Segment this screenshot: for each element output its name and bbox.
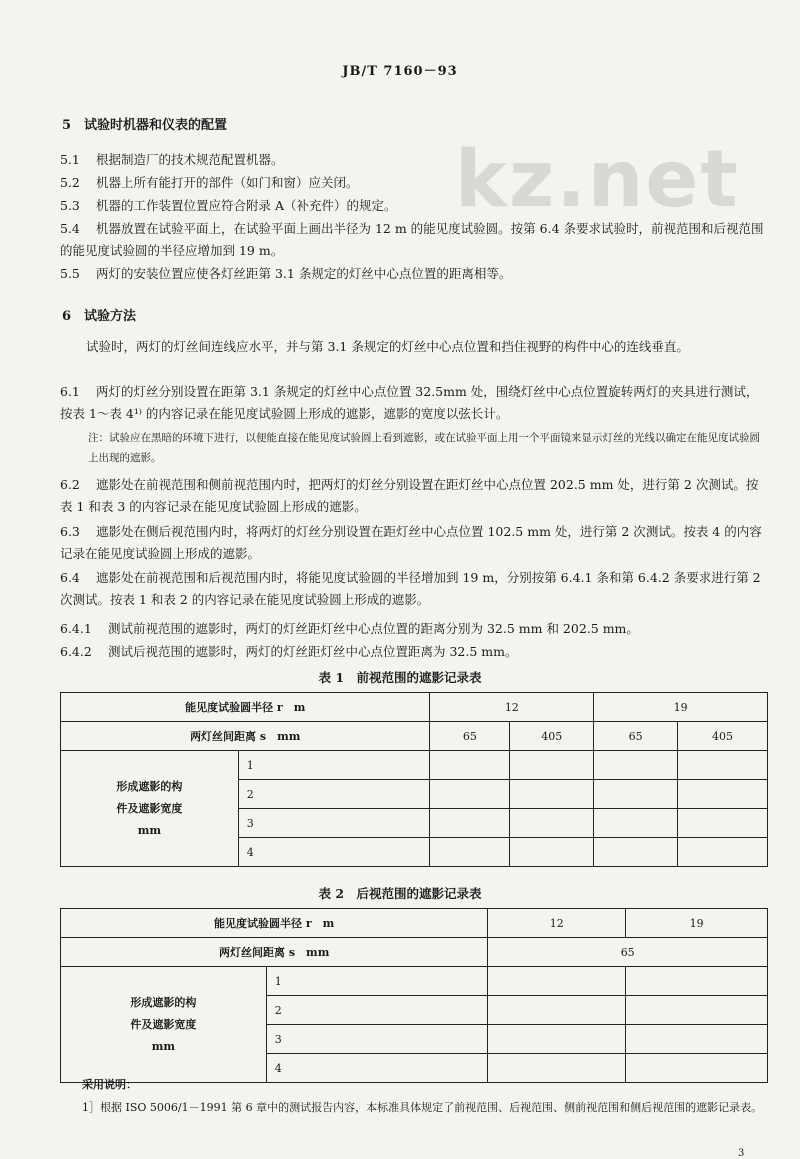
table-row bbox=[61, 967, 768, 996]
table-2 bbox=[60, 908, 768, 1083]
clause-6-2: 6.2 遮影处在前视范围和侧前视范围内时，把两灯的灯丝分别设置在距灯丝中心点位置 202.5 mm 处，进行第 2 次测试。按表 1 和表 3 的内容记录在能见度试验圆上形成的遮影。 bbox=[60, 477, 759, 514]
clause-6-4-2: 6.4.2 测试后视范围的遮影时，两灯的灯丝距灯丝中心点位置距离为 32.5 mm。 bbox=[60, 644, 518, 659]
clause-5-1: 5.1 根据制造厂的技术规范配置机器。 bbox=[60, 152, 284, 167]
row-index: 2 bbox=[238, 780, 430, 809]
distance-value: 405 bbox=[678, 722, 768, 751]
watermark: kz.net bbox=[455, 135, 740, 225]
clause-5-3: 5.3 机器的工作装置位置应符合附录 A（补充件）的规定。 bbox=[60, 198, 397, 213]
row-index: 4 bbox=[266, 1054, 488, 1083]
distance-value: 65 bbox=[430, 722, 510, 751]
table-row bbox=[61, 693, 768, 722]
radius-label: 能见度试验圆半径 r m bbox=[61, 909, 488, 938]
clause-6-4-1: 6.4.1 测试前视范围的遮影时，两灯的灯丝距灯丝中心点位置的距离分别为 32.5 mm 和 202.5 mm。 bbox=[60, 621, 639, 636]
section-5-title: 5 试验时机器和仪表的配置 bbox=[62, 118, 228, 133]
clause-6-3: 6.3 遮影处在侧后视范围内时，将两灯的灯丝分别设置在距灯丝中心点位置 102.5 mm 处，进行第 2 次测试。按表 4 的内容记录在能见度试验圆上形成的遮影。 bbox=[60, 524, 762, 561]
row-index: 3 bbox=[266, 1025, 488, 1054]
note-6-1: 注：试验应在黑暗的环境下进行，以便能直接在能见度试验圆上看到遮影，或在试验平面上用一个平面镜来显示灯丝的光线以确定在能见度试验圆上出现的遮影。 bbox=[88, 432, 760, 464]
table-1 bbox=[60, 692, 768, 867]
row-index: 4 bbox=[238, 838, 430, 867]
row-index: 3 bbox=[238, 809, 430, 838]
radius-value: 12 bbox=[488, 909, 626, 938]
distance-value: 65 bbox=[594, 722, 678, 751]
radius-value: 19 bbox=[594, 693, 768, 722]
table-row bbox=[61, 909, 768, 938]
section-6-intro: 试验时，两灯的灯丝间连线应水平，并与第 3.1 条规定的灯丝中心点位置和挡住视野的构件中心的连线垂直。 bbox=[86, 339, 689, 354]
distance-value: 65 bbox=[488, 938, 768, 967]
distance-label: 两灯丝间距离 s mm bbox=[61, 938, 488, 967]
table-row bbox=[61, 938, 768, 967]
radius-label: 能见度试验圆半径 r m bbox=[61, 693, 430, 722]
clause-5-2: 5.2 机器上所有能打开的部件（如门和窗）应关闭。 bbox=[60, 175, 359, 190]
page-header: JB/T 7160－93 bbox=[342, 64, 458, 79]
shadow-width-label: 形成遮影的构 件及遮影宽度 mm bbox=[61, 967, 267, 1083]
page-number: 3 bbox=[738, 1148, 745, 1159]
distance-value: 405 bbox=[510, 722, 594, 751]
row-index: 2 bbox=[266, 996, 488, 1025]
radius-value: 12 bbox=[430, 693, 594, 722]
radius-value: 19 bbox=[626, 909, 768, 938]
row-index: 1 bbox=[238, 751, 430, 780]
table-1-caption: 表 1 前视范围的遮影记录表 bbox=[318, 670, 482, 685]
table-row bbox=[61, 722, 768, 751]
clause-6-1: 6.1 两灯的灯丝分别设置在距第 3.1 条规定的灯丝中心点位置 32.5mm 处，围绕灯丝中心点位置旋转两灯的夹具进行测试，按表 1～表 4¹⁾ 的内容记录在能见度试验圆上形成的遮影，遮影的宽度以弦长计。 bbox=[60, 384, 759, 421]
section-6-title: 6 试验方法 bbox=[62, 309, 137, 324]
distance-label: 两灯丝间距离 s mm bbox=[61, 722, 430, 751]
shadow-width-label: 形成遮影的构 件及遮影宽度 mm bbox=[61, 751, 239, 867]
table-row bbox=[61, 751, 768, 780]
clause-6-4: 6.4 遮影处在前视范围和后视范围内时，将能见度试验圆的半径增加到 19 m，分别按第 6.4.1 条和第 6.4.2 条要求进行第 2 次测试。按表 1 和表 2 的内容记录在能见度试验圆上形成的遮影。 bbox=[60, 570, 761, 607]
clause-5-4: 5.4 机器放置在试验平面上，在试验平面上画出半径为 12 m 的能见度试验圆。按第 6.4 条要求试验时，前视范围和后视范围的能见度试验圆的半径应增加到 19 m。 bbox=[60, 221, 764, 258]
table-2-caption: 表 2 后视范围的遮影记录表 bbox=[318, 886, 482, 901]
adoption-note-text: 1］根据 ISO 5006/1－1991 第 6 章中的测试报告内容，本标准具体规定了前视范围、后视范围、侧前视范围和侧后视范围的遮影记录表。 bbox=[82, 1101, 763, 1114]
clause-5-5: 5.5 两灯的安装位置应使各灯丝距第 3.1 条规定的灯丝中心点位置的距离相等。 bbox=[60, 266, 512, 281]
adoption-note-title: 采用说明： bbox=[82, 1078, 137, 1091]
row-index: 1 bbox=[266, 967, 488, 996]
